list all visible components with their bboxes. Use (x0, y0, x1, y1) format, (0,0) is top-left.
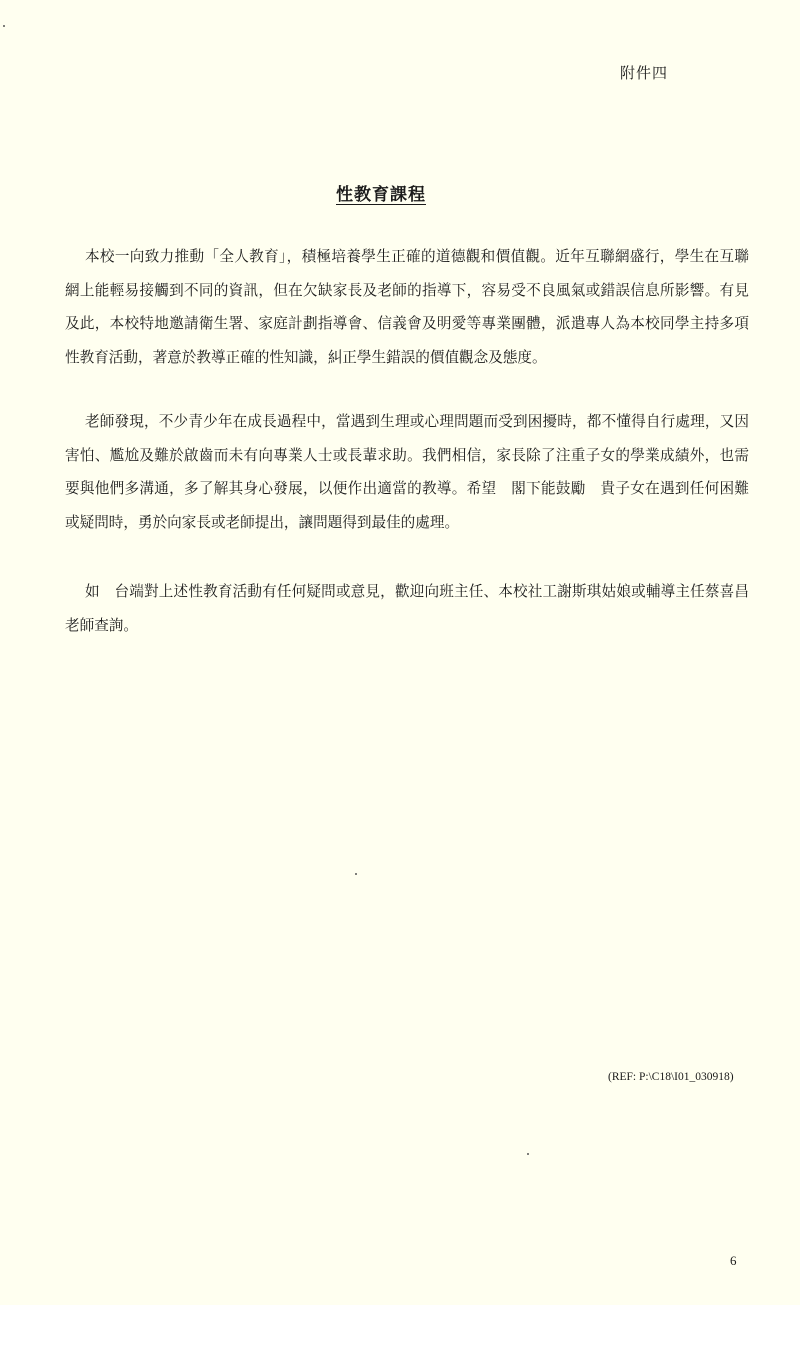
scan-speck (527, 1153, 529, 1155)
scan-speck (355, 873, 357, 875)
title-text: 性教育課程 (336, 185, 426, 205)
paragraph-teachers: 老師發現，不少青少年在成長過程中，當遇到生理或心理問題而受到困擾時，都不懂得自行處理，又因害怕、尷尬及難於啟齒而未有向專業人士或長輩求助。我們相信，家長除了注重子女的學業成績外，也需要與他們多溝通，多了解其身心發展，以便作出適當的教導。希望 閣下能鼓勵 貴子女在遇到任何困難或疑問時，勇於向家長或老師提出，讓問題得到最佳的處理。 (65, 413, 749, 531)
scan-speck (3, 25, 5, 27)
reference-code: (REF: P:\C18\I01_030918) (608, 1071, 734, 1083)
attachment-label: 附件四 (620, 64, 669, 82)
paragraph-intro: 本校一向致力推動「全人教育」，積極培養學生正確的道德觀和價值觀。近年互聯網盛行，學生在互聯網上能輕易接觸到不同的資訊，但在欠缺家長及老師的指導下，容易受不良風氣或錯誤信息所影響。有見及此，本校特地邀請衛生署、家庭計劃指導會、信義會及明愛等專業團體，派遣專人為本校同學主持多項性教育活動，著意於教導正確的性知識，糾正學生錯誤的價值觀念及態度。 (65, 248, 749, 366)
page-bottom-margin (0, 1305, 800, 1350)
page-number: 6 (730, 1253, 737, 1268)
paragraph-contact: 如 台端對上述性教育活動有任何疑問或意見，歡迎向班主任、本校社工謝斯琪姑娘或輔導主任蔡喜昌老師查詢。 (65, 583, 749, 634)
page-title (0, 180, 762, 205)
